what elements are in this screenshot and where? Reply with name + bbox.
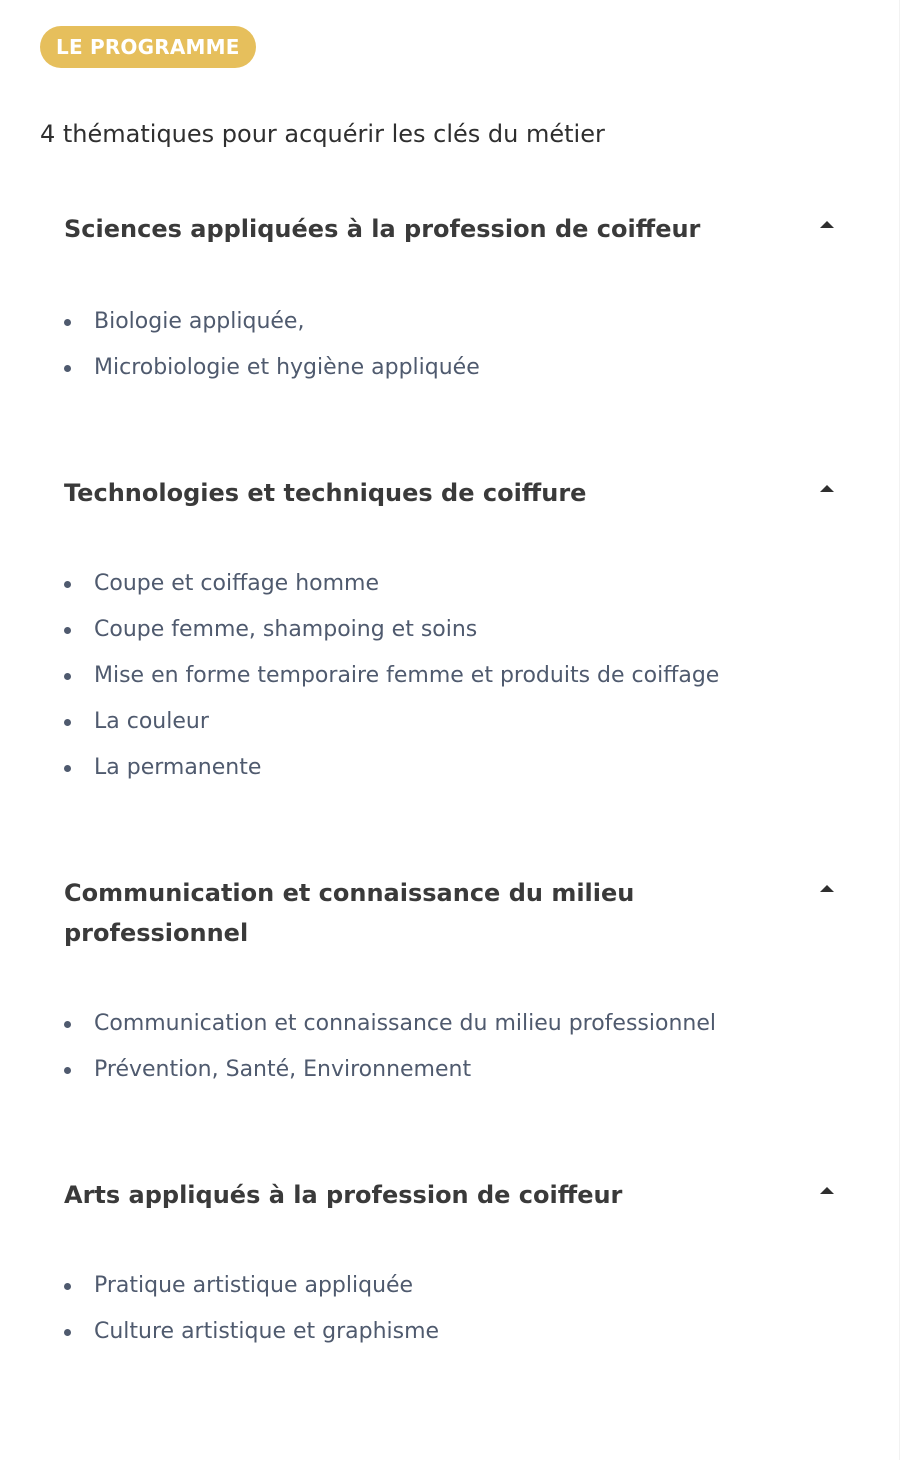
list-item (64, 561, 854, 607)
accordion-title: Communication et connaissance du milieu professionnel (64, 879, 635, 947)
bullet-icon (64, 719, 71, 726)
programme-badge: LE PROGRAMME (40, 26, 256, 68)
list-item-label: Pratique artistique appliquée (94, 1273, 414, 1298)
accordion-section-communication (64, 873, 854, 1082)
accordion-header-technologies[interactable] (64, 473, 854, 513)
accordion-list (64, 1263, 854, 1355)
bullet-icon (64, 765, 71, 772)
accordion-section-sciences (64, 209, 854, 380)
list-item-label: La couleur (94, 709, 209, 734)
list-item (64, 1047, 854, 1093)
accordion-header-sciences[interactable] (64, 209, 854, 249)
bullet-icon (64, 673, 71, 680)
list-item-label: Coupe femme, shampoing et soins (94, 617, 478, 642)
bullet-icon (64, 581, 71, 588)
bullet-icon (64, 627, 71, 634)
accordion-section-arts (64, 1175, 854, 1344)
chevron-up-icon[interactable] (820, 221, 834, 228)
accordion-header-communication[interactable] (64, 873, 854, 953)
list-item (64, 607, 854, 653)
list-item (64, 1001, 854, 1047)
list-item-label: Communication et connaissance du milieu professionnel (94, 1011, 716, 1036)
list-item-label: Coupe et coiffage homme (94, 571, 380, 596)
list-item-label: Microbiologie et hygiène appliquée (94, 355, 480, 380)
accordion-section-technologies (64, 473, 854, 780)
chevron-up-icon[interactable] (820, 885, 834, 892)
list-item-label: Mise en forme temporaire femme et produits de coiffage (94, 663, 720, 688)
list-item (64, 345, 854, 391)
accordion-header-arts[interactable] (64, 1175, 854, 1215)
bullet-icon (64, 365, 71, 372)
list-item (64, 299, 854, 345)
bullet-icon (64, 1283, 71, 1290)
bullet-icon (64, 1067, 71, 1074)
list-item (64, 1263, 854, 1309)
accordion-title: Arts appliqués à la profession de coiffeur (64, 1181, 623, 1209)
bullet-icon (64, 1021, 71, 1028)
accordion-list (64, 299, 854, 391)
chevron-up-icon[interactable] (820, 1187, 834, 1194)
accordion-list (64, 1001, 854, 1093)
list-item-label: Culture artistique et graphisme (94, 1319, 440, 1344)
bullet-icon (64, 1329, 71, 1336)
list-item (64, 699, 854, 745)
list-item-label: Biologie appliquée, (94, 309, 305, 334)
bullet-icon (64, 319, 71, 326)
program-subtitle: 4 thématiques pour acquérir les clés du métier (40, 120, 605, 148)
accordion-title: Technologies et techniques de coiffure (64, 479, 587, 507)
chevron-up-icon[interactable] (820, 485, 834, 492)
list-item-label: Prévention, Santé, Environnement (94, 1057, 472, 1082)
list-item (64, 653, 854, 699)
list-item (64, 1309, 854, 1355)
list-item (64, 745, 854, 791)
accordion-title: Sciences appliquées à la profession de coiffeur (64, 215, 701, 243)
list-item-label: La permanente (94, 755, 262, 780)
accordion-list (64, 561, 854, 791)
